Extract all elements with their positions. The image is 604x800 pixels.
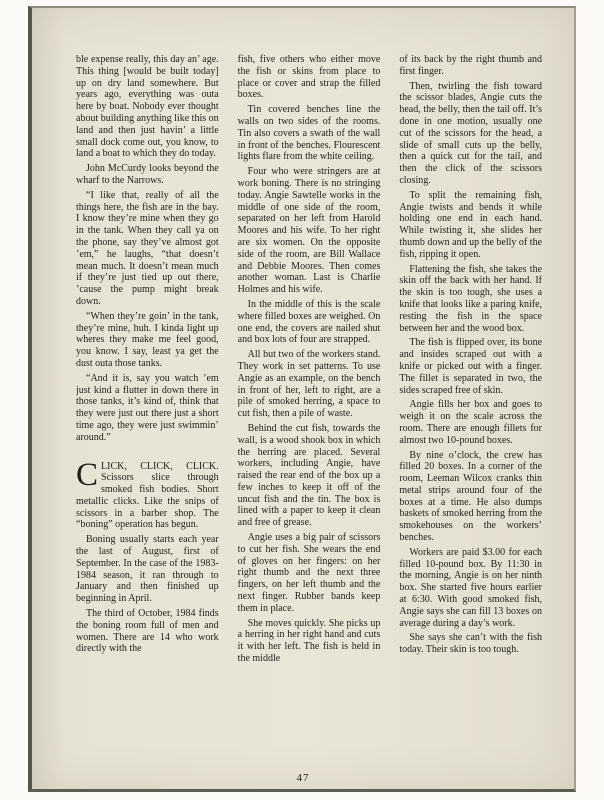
- paragraph-text: John McCurdy looks beyond the wharf to the Narrows.: [76, 163, 219, 186]
- paragraph-text: Tin covered benches line the walls on two sides of the rooms. Tin also covers a swath of the wall in front of the benches. Flourescent lights flare from the white ceiling.: [237, 104, 381, 163]
- paragraph-text: Angie uses a big pair of scissors to cut her fish. She wears the end of gloves on her fingers: on her right thumb and the next three fingers, on her left thumb and the next finger. Rubber bands keep them in place.: [237, 532, 381, 614]
- paragraph: [76, 456, 219, 532]
- paragraph-text: ble expense really, this day an’ age. This thing [would be built today] up on dry land somewhere. But years ago, everything was outa here by boat. Nobody ever thought about building anything like this on land and then just havin’ a little small dock come out, you know, to land a boat to which they do today.: [76, 54, 219, 160]
- paragraph: [76, 54, 219, 160]
- paragraph-text: Boning usually starts each year the last of August, first of September. In the case of the 1983-1984 season, it ran through to January and then finished up beginning in April.: [76, 534, 219, 605]
- paragraph-text: Flattening the fish, she takes the skin off the back with her hand. If the skin is too tough, she uses a knife that looks like a paring knife, resting the fish in the space between her and the wood box.: [399, 263, 542, 334]
- paragraph: [399, 337, 542, 396]
- paragraph: [76, 190, 219, 308]
- paragraph: [238, 104, 381, 163]
- paragraph: [76, 534, 219, 605]
- paragraph-text: “And it is, say you watch ’em just kind a flutter in down there in those tanks, it’s kind of, think that they were just out there just a short time ago, they were just swimmin’ around.”: [76, 372, 219, 443]
- paragraph: [238, 349, 381, 420]
- paragraph-text: “I like that, really of all the things here, the fish are in the bay. I know they’re mine when they go in the tank. When they call ya on the phone, say they’ve almost got ’em,” he laughs, “that doesn’t mean much. It doesn’t mean much if they’re just tied up out there, ’cause the pump might break down.: [76, 189, 219, 307]
- paragraph: [76, 311, 219, 370]
- dropcap-letter: C: [76, 456, 99, 493]
- page-number: 47: [296, 772, 310, 784]
- paragraph: [238, 618, 381, 665]
- paragraph: [238, 54, 381, 101]
- paragraph: [399, 450, 542, 544]
- paragraph-text: In the middle of this is the scale where filled boxes are weighed. On one end, the covers are nailed shut and box lots of four are strapped.: [237, 298, 381, 346]
- paragraph-text: Workers are paid $3.00 for each filled 10-pound box. By 11:30 in the morning, Angie is on her ninth box. She started five hours earlier at 6:30. With good smoked fish, Angie says she can fill 13 boxes on average during a day’s work.: [399, 546, 542, 629]
- paragraph: [76, 608, 219, 655]
- paragraph: [399, 264, 542, 335]
- paragraph-text: Four who were stringers are at work boning. There is no stringing today. Angie Sawtelle works in the middle of one side of the room, separated on her left from Harold Moores and his wife. To her right are six women. On the opposite side of the room, are Bill Wallace and Debbie Moores. Then comes another woman. Last is Charlie Holmes and his wife.: [237, 166, 381, 296]
- paragraph-text: To split the remaining fish, Angie twists and bends it while holding one end in each hand. While twisting it, she slides her thumb down and up the belly of the fish, ripping it open.: [399, 189, 542, 260]
- paragraph: [76, 163, 219, 187]
- paragraph-text: “When they’re goin’ in the tank, they’re mine, huh. I kinda light up wheres they make me feel good, you know. I say, least ya get the dust outa those tanks.: [76, 310, 219, 369]
- paragraph: [238, 532, 381, 615]
- paragraph: [238, 166, 381, 296]
- paragraph-text: Then, twirling the fish toward the scissor blades, Angie cuts the head, the belly, then the tail off. It’s done in one motion, usually one cut of the scissors for the head, a slide of small cuts up the belly, then a quick cut for the tail, and then the click of the scissors closing.: [399, 80, 542, 186]
- column-1: [76, 54, 219, 766]
- paragraph: [399, 54, 542, 78]
- paragraph: [76, 373, 219, 444]
- paragraph-text: fish, five others who either move the fish or skins from place to place or cover and strap the filled boxes.: [237, 54, 381, 101]
- paragraph-text: of its back by the right thumb and first finger.: [399, 54, 542, 77]
- paragraph-text: The third of October, 1984 finds the boning room full of men and women. There are 14 who work directly with the: [76, 608, 219, 655]
- paragraph: [238, 299, 381, 346]
- paragraph: [238, 423, 381, 529]
- paragraph: [399, 399, 542, 446]
- paragraph: [399, 632, 542, 656]
- book-page: [28, 6, 576, 792]
- paragraph-text: By nine o’clock, the crew has filled 20 boxes. In a corner of the room, Leeman Wilcox cranks thin metal strips around four of the boxes at a time. He also dumps baskets of smoked herring from the smokehouses on the workers’ benches.: [399, 449, 542, 544]
- column-3: [399, 54, 542, 766]
- column-2: [238, 54, 381, 766]
- paragraph-text: Angie fills her box and goes to weigh it on the scale across the room. There are enough fillets for almost two 10-pound boxes.: [399, 399, 542, 446]
- paragraph-text: LICK, CLICK, CLICK. Scissors slice through smoked fish bodies. Short metallic clicks. Like the snips of scissors in a barber shop. The “boning” operation has begun.: [76, 460, 219, 531]
- paragraph-text: The fish is flipped over, its bone and insides scraped out with a knife or picked out with a finger. The fillet is separated in two, the sides scraped free of skin.: [399, 337, 542, 396]
- paragraph: [399, 190, 542, 261]
- paragraph: [399, 81, 542, 187]
- paragraph: [399, 547, 542, 630]
- text-columns: [76, 54, 542, 766]
- paragraph-text: She says she can’t with the fish today. Their skin is too tough.: [399, 632, 542, 656]
- paragraph-text: All but two of the workers stand. They work in set patterns. To use Angie as an example, on the bench in front of her, left to right, are a pile of smoked herring, a space to cut fish, then a pile of waste.: [237, 349, 381, 420]
- paragraph-text: She moves quickly. She picks up a herring in her right hand and cuts it with her left. The fish is held in the middle: [237, 617, 381, 665]
- paragraph-text: Behind the cut fish, towards the wall, is a wood shook box in which the herring are placed. Several workers, including Angie, have raised the rear end of the box up a few inches to keep it off of the uncut fish and the tin. The box is lined with a paper to keep it clean and free of grease.: [237, 422, 381, 529]
